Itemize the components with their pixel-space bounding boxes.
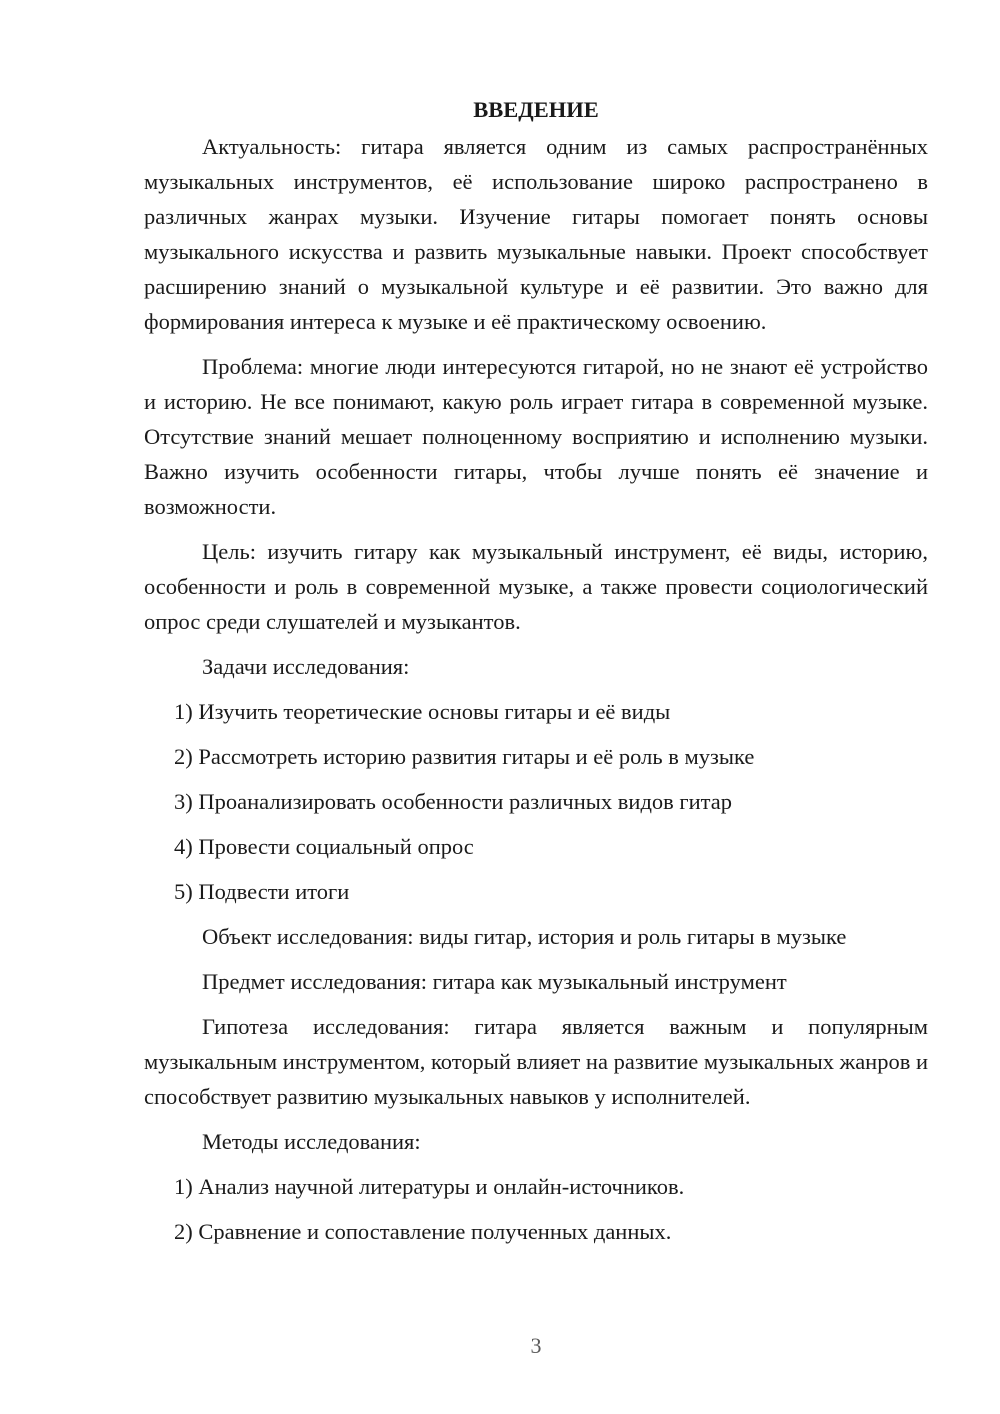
document-page bbox=[144, 92, 928, 1259]
task-item-5: 5) Подвести итоги bbox=[174, 879, 350, 904]
task-item-3: 3) Проанализировать особенности различных видов гитар bbox=[174, 789, 733, 814]
relevance-paragraph: Актуальность: гитара является одним из самых распространённых музыкальных инструментов, её использование широко распространено в различных жанрах музыки. Изучение гитары помогает понять основы музыкального искусства и развить музыкальные навыки. Проект способствует расширению знаний о музыкальной культуре и её развитии. Это важно для формирования интереса к музыке и её практическому освоению. bbox=[144, 134, 928, 334]
page-number: 3 bbox=[530, 1333, 542, 1358]
hypothesis-paragraph: Гипотеза исследования: гитара является важным и популярным музыкальным инструментом, который влияет на развитие музыкальных жанров и способствует развитию музыкальных навыков у исполнителей. bbox=[144, 1014, 929, 1109]
research-object: Объект исследования: виды гитар, история и роль гитары в музыке bbox=[202, 924, 847, 949]
method-item-2: 2) Сравнение и сопоставление полученных данных. bbox=[174, 1219, 672, 1244]
task-item-4: 4) Провести социальный опрос bbox=[174, 834, 474, 859]
task-item-1: 1) Изучить теоретические основы гитары и её виды bbox=[174, 699, 671, 724]
problem-paragraph: Проблема: многие люди интересуются гитарой, но не знают её устройство и историю. Не все понимают, какую роль играет гитара в современной музыке. Отсутствие знаний мешает полноценному восприятию и исполнению музыки. Важно изучить особенности гитары, чтобы лучше понять её значение и возможности. bbox=[144, 354, 928, 519]
goal-paragraph: Цель: изучить гитару как музыкальный инструмент, её виды, историю, особенности и роль в современной музыке, а также провести социологический опрос среди слушателей и музыкантов. bbox=[144, 539, 928, 634]
method-item-1: 1) Анализ научной литературы и онлайн-источников. bbox=[174, 1174, 685, 1199]
section-heading: ВВЕДЕНИЕ bbox=[473, 97, 599, 122]
research-subject: Предмет исследования: гитара как музыкальный инструмент bbox=[202, 969, 787, 994]
methods-title: Методы исследования: bbox=[202, 1129, 421, 1154]
tasks-title: Задачи исследования: bbox=[202, 654, 410, 679]
task-item-2: 2) Рассмотреть историю развития гитары и её роль в музыке bbox=[174, 744, 755, 769]
